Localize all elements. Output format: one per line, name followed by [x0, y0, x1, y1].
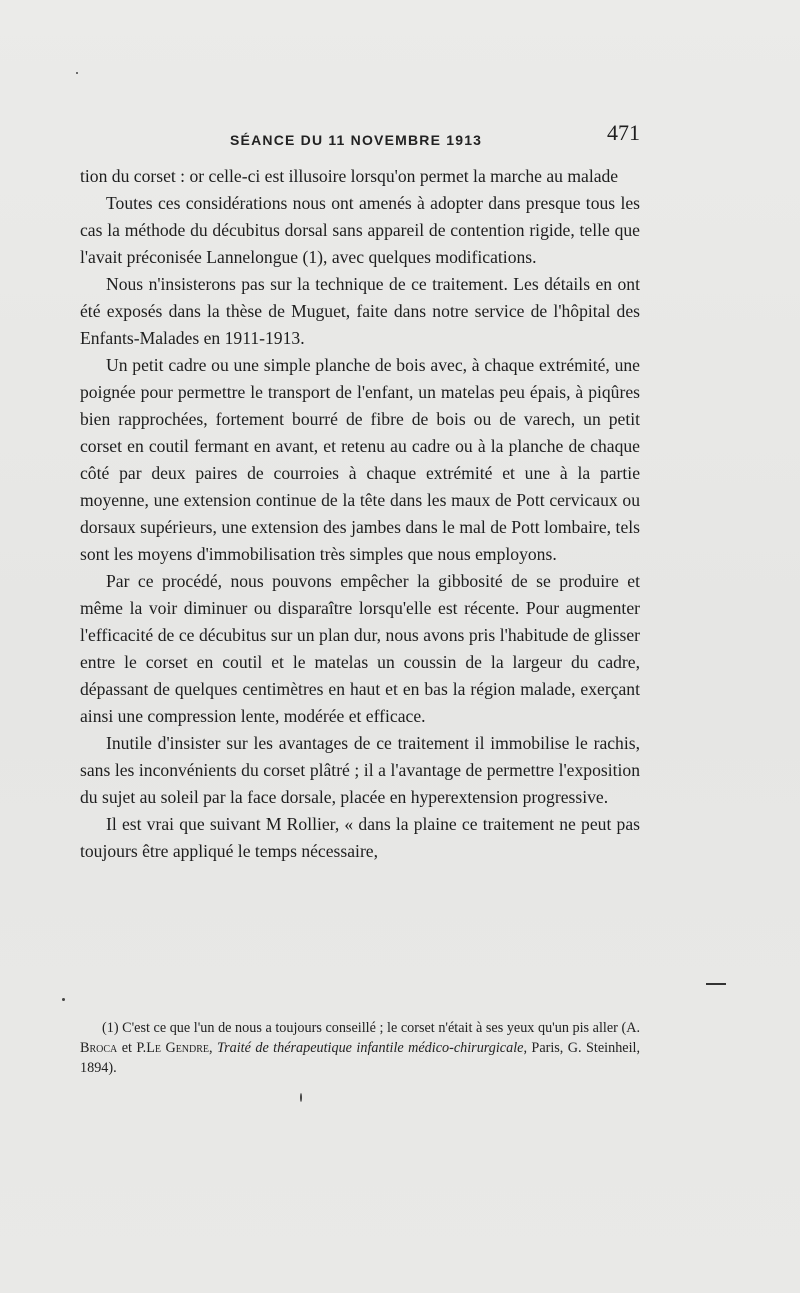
footnote — [80, 1018, 640, 1078]
running-head: SÉANCE DU 11 NOVEMBRE 1913 — [230, 132, 483, 148]
body-text — [80, 163, 640, 865]
paragraph-7: Il est vrai que suivant M Rollier, « dans la plaine ce traitement ne peut pas toujours être appliqué le temps nécessaire, — [80, 814, 640, 861]
paragraph-6: Inutile d'insister sur les avantages de ce traitement il immobilise le rachis, sans les inconvénients du corset plâtré ; il a l'avantage de permettre l'exposition du sujet au soleil par la face dorsale, placée en hyperextension progressive. — [80, 733, 640, 807]
footnote-lead: (1) C'est ce que l'un de nous a toujours conseillé ; le corset n'était à ses yeux qu'un pis aller (A. — [102, 1020, 640, 1036]
page-number: 471 — [607, 120, 640, 145]
footnote-separator: , — [209, 1040, 213, 1056]
paragraph-2: Toutes ces considérations nous ont amenés à adopter dans presque tous les cas la méthode du décubitus dorsal sans appareil de contention rigide, telle que l'avait préconisée Lannelongue (1), avec quelques modifications. — [80, 193, 640, 267]
paragraph-1: tion du corset : or celle-ci est illusoire lorsqu'on permet la marche au malade — [80, 166, 619, 186]
ink-speck — [62, 998, 65, 1001]
footnote-between: et P. — [121, 1040, 147, 1056]
footnote-book-title: Traité de thérapeutique infantile médico-chirurgicale — [217, 1040, 524, 1056]
paragraph-5: Par ce procédé, nous pouvons empêcher la gibbosité de se produire et même la voir diminuer ou disparaître lorsqu'elle est récente. Pour augmenter l'efficacité de ce décubitus sur un plan dur, nous avons pris l'habitude de glisser entre le corset en coutil et le matelas un coussin de la largeur du cadre, dépassant de quelques centimètres en haut et en bas la région malade, exerçant ainsi une compression lente, modérée et efficace. — [80, 571, 640, 726]
ink-speck — [76, 72, 78, 74]
paragraph-3: Nous n'insisterons pas sur la technique de ce traitement. Les détails en ont été exposés dans la thèse de Muguet, faite dans notre service de l'hôpital des Enfants-Malades en 1911-1913. — [80, 274, 640, 348]
margin-mark — [706, 983, 726, 985]
footnote-author-1: Broca — [80, 1040, 118, 1056]
footnote-tail: , Paris, G. Steinheil, 1894). — [80, 1040, 641, 1076]
page-header — [80, 120, 640, 156]
footnote-author-2: Le Gendre — [146, 1040, 210, 1056]
ink-speck — [300, 1093, 302, 1102]
paragraph-4: Un petit cadre ou une simple planche de bois avec, à chaque extrémité, une poignée pour permettre le transport de l'enfant, un matelas peu épais, à piqûres bien rapprochées, fortement bourré de fibre de bois ou de varech, un petit corset en coutil fermant en avant, et retenu au cadre ou à la planche de chaque côté par deux paires de courroies à chaque extrémité et une à la partie moyenne, une extension continue de la tête dans les maux de Pott cervicaux ou dorsaux supérieurs, une extension des jambes dans le mal de Pott lombaire, tels sont les moyens d'immobilisation très simples que nous employons. — [80, 355, 640, 564]
